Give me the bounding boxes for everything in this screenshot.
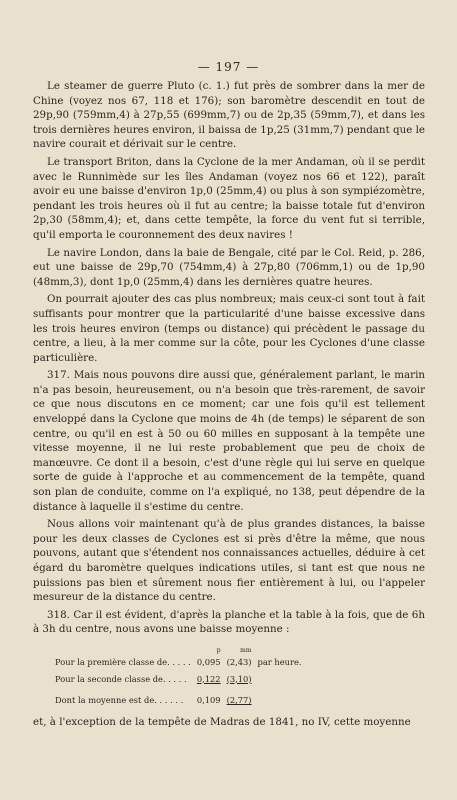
row-value-p: 0,122 <box>196 673 221 684</box>
unit-mm: mm <box>240 646 252 654</box>
table-row <box>55 671 308 688</box>
row-value-mm: (2,43) <box>226 656 252 667</box>
total-value-mm: (2,77) <box>226 695 252 706</box>
row-suffix: par heure. <box>257 656 302 667</box>
table-total-row <box>55 687 308 709</box>
page-number: — 197 — <box>197 60 260 74</box>
paragraph: On pourrait ajouter des cas plus nombreux; mais ceux-ci sont tout à fait suffisants pour montrer que la particularité d'une baisse excessive dans les trois heures environ (temps ou distance) qui précèdent le passage du centre, a lieu, à la mer comme sur la côte, pour les Cyclones d'une classe particulière. <box>33 293 425 364</box>
row-label: Pour la seconde classe de. . . . . <box>55 673 187 684</box>
page-body <box>33 79 425 732</box>
paragraph: Le transport Briton, dans la Cyclone de la mer Andaman, où il se perdit avec le Runnimède sur les îles Andaman (voyez nos 66 et 122), paraît avoir eu une baisse d'environ 1p,0 (25mm,4) ou plus à son sympiézomètre, pendant les trois heures où il fut au centre; la baisse totale fut d'environ 2p,30 (58mm,4); et, dans cette tempête, la force du vent fut si terrible, qu'il emporta le couronnement des deux navires ! <box>33 155 425 241</box>
row-value-p: 0,095 <box>196 656 221 667</box>
total-label: Dont la moyenne est de. . . . . . <box>55 695 184 706</box>
row-label: Pour la première classe de. . . . . <box>55 656 191 667</box>
paragraph: Le navire London, dans la baie de Bengale, cité par le Col. Reid, p. 286, eut une baisse de 29p,70 (754mm,4) à 27p,80 (706mm,1) ou de 1p,90 (48mm,3), dont 1p,0 (25mm,4) dans les dernières quatre heures. <box>33 246 425 288</box>
pressure-drop-table <box>55 647 308 709</box>
paragraph: 318. Car il est évident, d'après la planche et la table à la fois, que de 6h à 3h du centre, nous avons une baisse moyenne : <box>33 608 425 636</box>
paragraph: Le steamer de guerre Pluto (c. 1.) fut près de sombrer dans la mer de Chine (voyez nos 67, 118 et 176); son baromètre descendit en tout de 29p,90 (759mm,4) à 27p,55 (699mm,7) ou de 2p,35 (59mm,7), et dans les trois dernières heures environ, il baissa de 1p,25 (31mm,7) pendant que le navire courait et dérivait sur le centre. <box>33 80 425 151</box>
unit-p: p <box>216 646 221 654</box>
row-suffix <box>258 671 308 688</box>
total-value-p: 0,109 <box>196 695 221 706</box>
table-row <box>55 654 308 671</box>
paragraph: Nous allons voir maintenant qu'à de plus grandes distances, la baisse pour les deux classes de Cyclones est si près d'être la même, que nous pouvons, autant que s'étendent nos connaissances actuelles, déduire à cet égard du baromètre quelques indications utiles, si tant est que nous ne puissions pas bien et sûrement nous fier entièrement à lui, ou l'appeler mesureur de la distance du centre. <box>33 518 425 604</box>
unit-header-row <box>55 647 308 654</box>
row-value-mm: (3,10) <box>226 673 252 684</box>
closing-line: et, à l'exception de la tempête de Madras de 1841, no IV, cette moyenne <box>33 715 411 728</box>
paragraph: 317. Mais nous pouvons dire aussi que, généralement parlant, le marin n'a pas besoin, heureusement, ou n'a besoin que très-rarement, de savoir ce que nous discutons en ce moment; car une fois qu'il est tellement enveloppé dans la Cyclone que moins de 4h (de temps) le séparent de son centre, ou qu'il en est à 50 ou 60 milles en supposant à la tempête une vitesse moyenne, il ne lui reste probablement que peu de choix de manœuvre. Ce dont il a besoin, c'est d'une règle qui lui serve en quelque sorte de guide à l'approche et au commencement de la tempête, quand son plan de conduite, comme on l'a expliqué, no 138, peut dépendre de la distance à laquelle il s'estime du centre. <box>33 369 425 513</box>
